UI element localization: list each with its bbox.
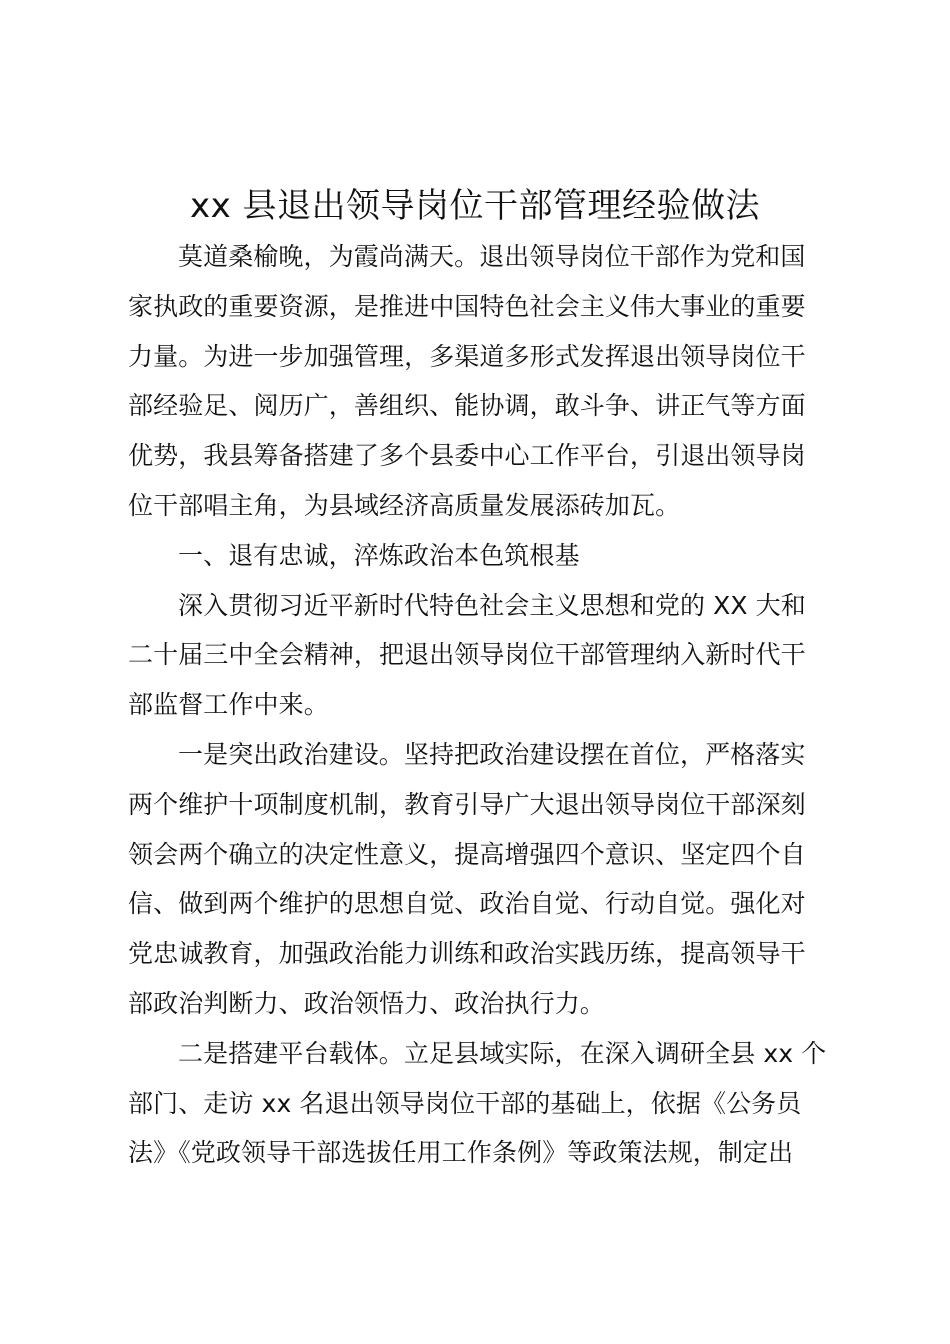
text-line: 位干部唱主角，为县域经济高质量发展添砖加瓦。 bbox=[128, 490, 681, 520]
text-line: 二十届三中全会精神，把退出领导岗位干部管理纳入新时代干 bbox=[128, 640, 806, 670]
text-line: 法》《党政领导干部选拔任用工作条例》等政策法规，制定出 bbox=[128, 1138, 794, 1168]
text-line: 一是突出政治建设。坚持把政治建设摆在首位，严格落实 bbox=[178, 739, 806, 769]
text-line: 部政治判断力、政治领悟力、政治执行力。 bbox=[128, 988, 605, 1018]
text-line: 信、做到两个维护的思想自觉、政治自觉、行动自觉。强化对 bbox=[128, 889, 806, 919]
text-line: 领会两个确立的决定性意义，提高增强四个意识、坚定四个自 bbox=[128, 839, 806, 869]
text-line: 莫道桑榆晚，为霞尚满天。退出领导岗位干部作为党和国 bbox=[178, 242, 806, 271]
text-line: 党忠诚教育，加强政治能力训练和政治实践历练，提高领导干 bbox=[128, 939, 806, 969]
text-line: 深入贯彻习近平新时代特色社会主义思想和党的 XX 大和 bbox=[178, 590, 806, 620]
text-line: 优势，我县筹备搭建了多个县委中心工作平台，引退出领导岗 bbox=[128, 441, 806, 471]
text-line: 部经验足、阅历广，善组织、能协调，敢斗争、讲正气等方面 bbox=[128, 391, 806, 421]
text-line: 部门、走访 xx 名退出领导岗位干部的基础上，依据《公务员 bbox=[128, 1088, 802, 1118]
text-line: 二是搭建平台载体。立足县域实际，在深入调研全县 xx 个 bbox=[178, 1038, 827, 1068]
text-line: 家执政的重要资源，是推进中国特色社会主义伟大事业的重要 bbox=[128, 291, 806, 321]
text-line: 一、退有忠诚，淬炼政治本色筑根基 bbox=[178, 540, 580, 570]
text-line: 部监督工作中来。 bbox=[128, 690, 329, 720]
document-title: xx 县退出领导岗位干部管理经验做法 bbox=[189, 186, 761, 226]
text-line: 两个维护十项制度机制，教育引导广大退出领导岗位干部深刻 bbox=[128, 789, 806, 819]
text-line: 力量。为进一步加强管理，多渠道多形式发挥退出领导岗位干 bbox=[128, 341, 806, 371]
document-body bbox=[128, 232, 838, 1178]
